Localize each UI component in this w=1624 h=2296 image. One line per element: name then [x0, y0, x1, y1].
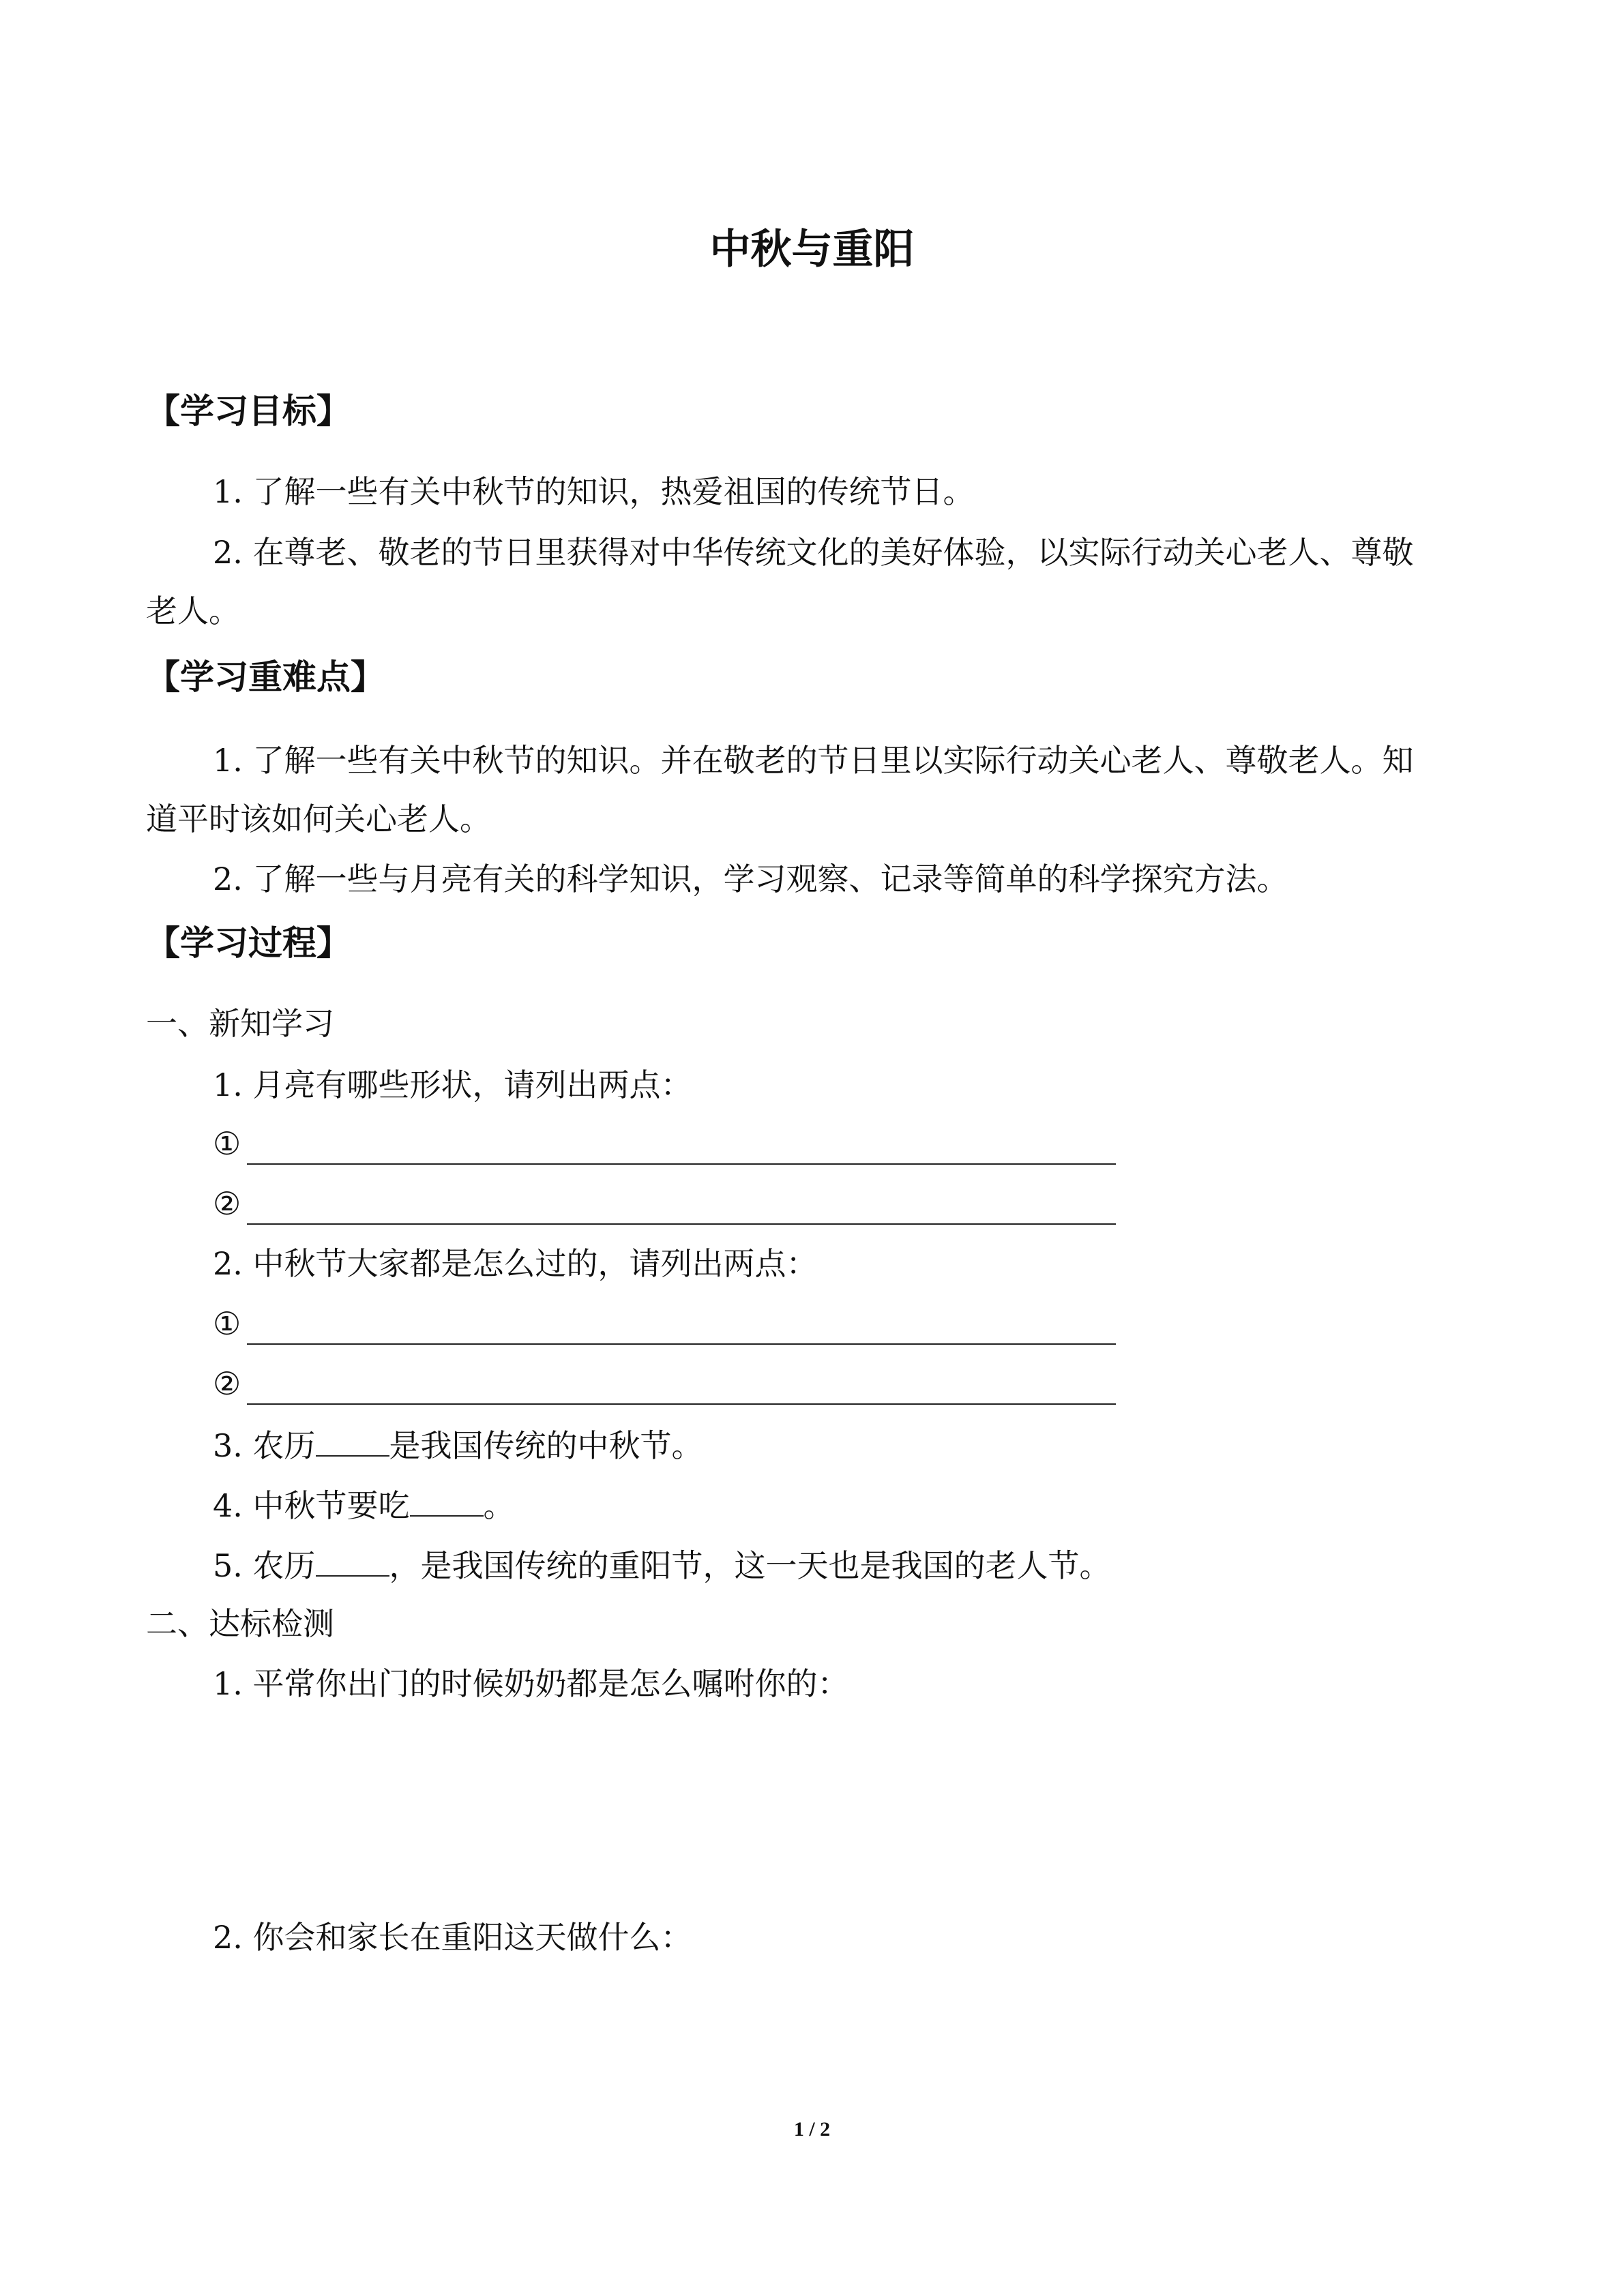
process-heading: 【学习过程】 [146, 923, 351, 963]
question-5 [213, 1547, 1111, 1584]
key-point-item-1-line-2: 道平时该如何关心老人。 [146, 801, 491, 837]
circled-number-1: ① [213, 1125, 241, 1162]
objectives-heading: 【学习目标】 [146, 391, 351, 431]
circled-number-2: ② [213, 1365, 241, 1402]
circled-number-1: ① [213, 1305, 241, 1342]
key-point-item-2: 2. 了解一些与月亮有关的科学知识，学习观察、记录等简单的科学探究方法。 [213, 861, 1288, 897]
question-1: 1. 月亮有哪些形状，请列出两点： [213, 1067, 692, 1103]
test-question-1: 1. 平常你出门的时候奶奶都是怎么嘱咐你的： [213, 1665, 849, 1702]
answer-underline [247, 1403, 1116, 1405]
fill-blank[interactable] [410, 1488, 484, 1517]
key-point-item-1-line-1: 1. 了解一些有关中秋节的知识。并在敬老的节日里以实际行动关心老人、尊敬老人。知 [213, 742, 1414, 779]
page-title: 中秋与重阳 [709, 226, 915, 273]
question-5-prefix: 5. 农历 [213, 1547, 316, 1584]
objective-item-2-line-2: 老人。 [146, 593, 240, 629]
circled-number-2: ② [213, 1185, 241, 1222]
question-2: 2. 中秋节大家都是怎么过的，请列出两点： [213, 1245, 818, 1282]
section-1-title: 一、新知学习 [146, 1005, 334, 1042]
question-5-suffix: ，是我国传统的重阳节，这一天也是我国的老人节。 [389, 1547, 1111, 1584]
page-number: 1 / 2 [793, 2118, 831, 2141]
objective-item-2-line-1: 2. 在尊老、敬老的节日里获得对中华传统文化的美好体验，以实际行动关心老人、尊敬 [213, 534, 1414, 571]
answer-underline [247, 1163, 1116, 1165]
question-4-suffix: 。 [483, 1487, 515, 1524]
objective-item-1: 1. 了解一些有关中秋节的知识，热爱祖国的传统节日。 [213, 473, 975, 510]
fill-blank[interactable] [316, 1548, 389, 1577]
question-4 [213, 1487, 515, 1524]
test-question-2: 2. 你会和家长在重阳这天做什么： [213, 1919, 692, 1956]
answer-underline [247, 1223, 1116, 1225]
question-3-prefix: 3. 农历 [213, 1427, 316, 1464]
answer-underline [247, 1343, 1116, 1345]
fill-blank[interactable] [316, 1428, 389, 1457]
question-3 [213, 1427, 703, 1464]
section-2-title: 二、达标检测 [146, 1605, 334, 1642]
question-3-suffix: 是我国传统的中秋节。 [389, 1427, 703, 1464]
question-4-prefix: 4. 中秋节要吃 [213, 1487, 410, 1524]
key-points-heading: 【学习重难点】 [146, 657, 385, 697]
